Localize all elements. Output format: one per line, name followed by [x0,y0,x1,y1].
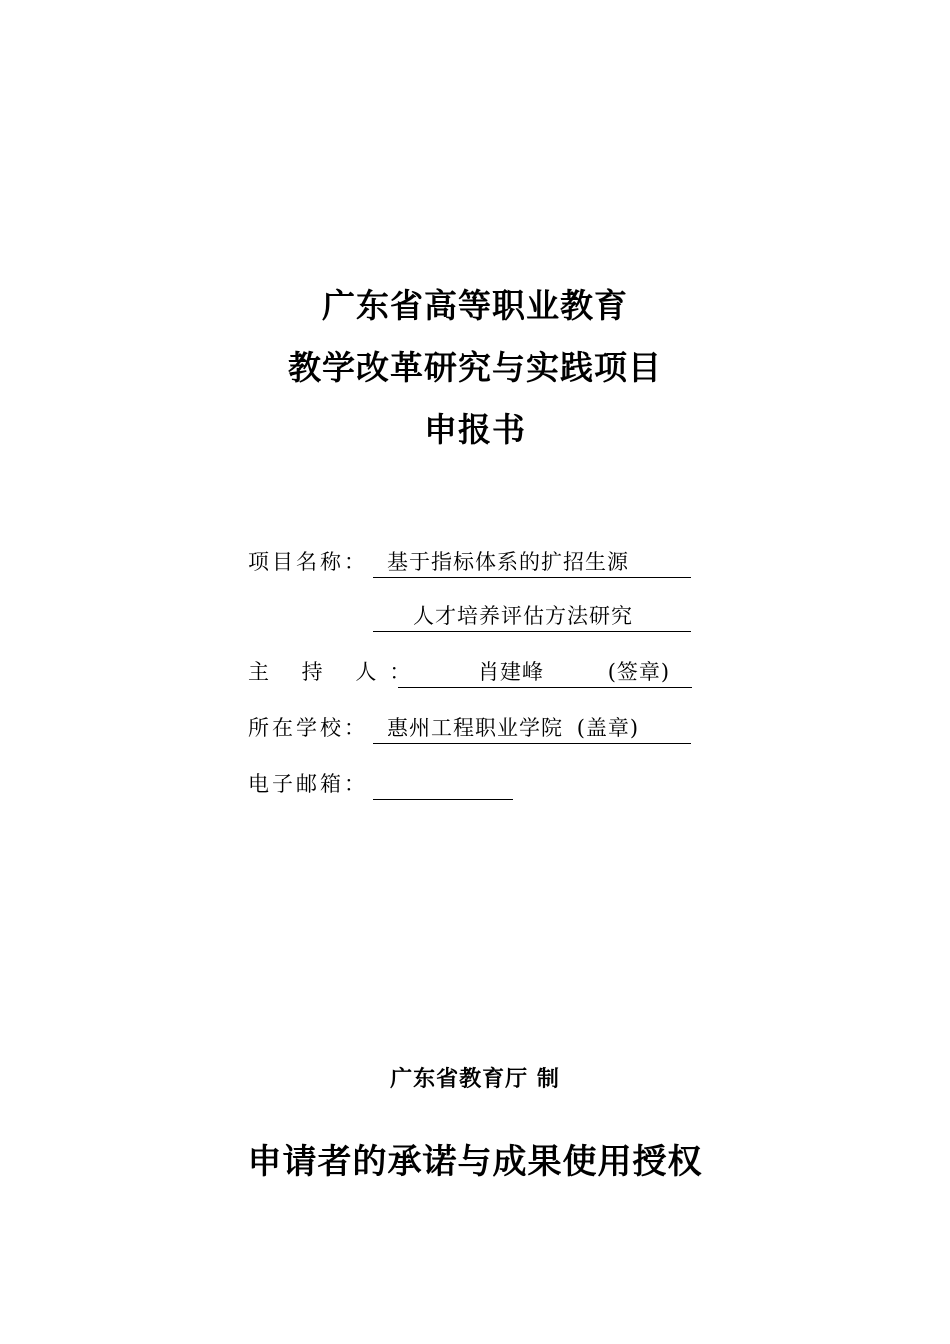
title-line-1: 广东省高等职业教育 [322,286,628,325]
host-sign-note: (签章) [607,660,671,684]
school-seal-note: (盖章) [576,716,640,740]
commitment-heading: 申请者的承诺与成果使用授权 [247,1142,703,1182]
school-name: 惠州工程职业学院 [387,716,563,740]
title-line-2: 教学改革研究与实践项目 [288,348,662,387]
school-label: 所在学校： [248,716,368,740]
email-field[interactable] [373,770,513,800]
project-name-line-1[interactable] [373,548,691,578]
host-field[interactable] [398,658,692,688]
project-name-text-2: 人才培养评估方法研究 [413,604,633,628]
title-line-3: 申报书 [424,410,526,449]
host-name: 肖建峰 [478,660,544,684]
project-name-text-1: 基于指标体系的扩招生源 [387,550,629,574]
host-label: 主 持 人： [248,660,424,684]
school-field[interactable] [373,714,691,744]
project-name-line-2[interactable] [373,602,691,632]
issuer: 广东省教育厅 制 [390,1067,560,1092]
email-label: 电子邮箱： [248,772,368,796]
project-name-label: 项目名称： [248,550,368,574]
